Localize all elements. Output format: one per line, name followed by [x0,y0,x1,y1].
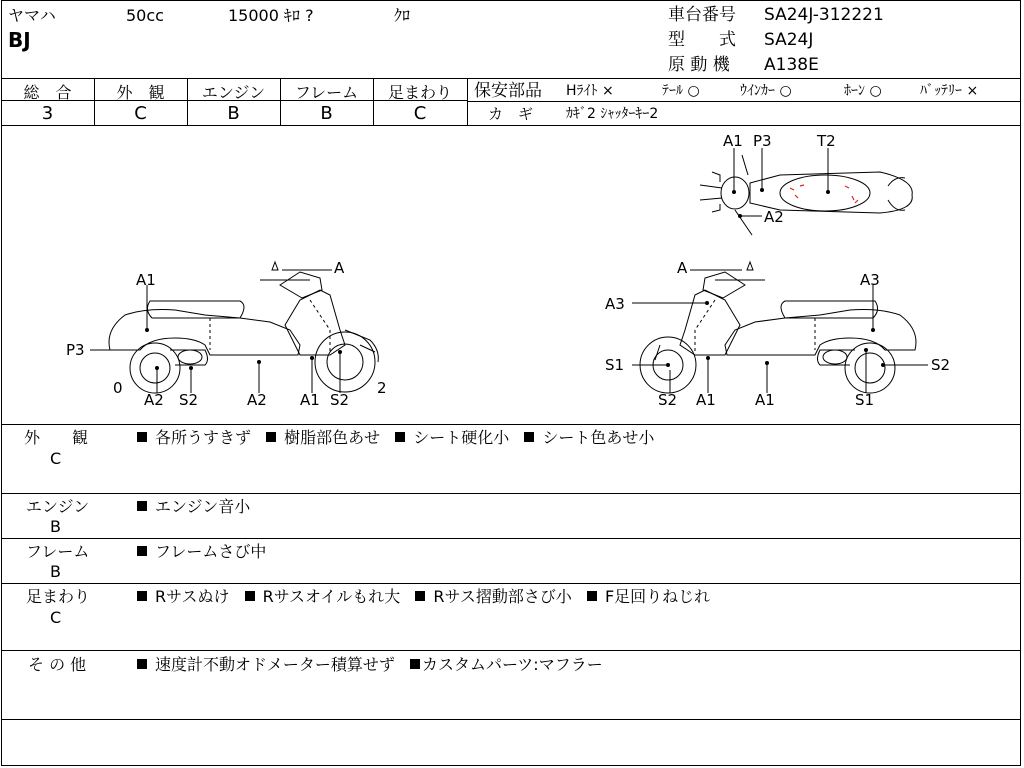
label-top-a1: A1 [723,132,743,150]
divider [1,424,1021,425]
divider [1,78,1021,79]
divider [1,650,1021,651]
note-item: エンジン音小 [155,497,251,516]
note-items-exterior [137,428,654,448]
note-category-exterior: 外 観 [24,428,89,447]
note-item: 各所うすきず [155,428,252,447]
overall-value: 3 [41,103,54,124]
note-item: 速度計不動オドメーター積算せず [155,655,395,674]
label-left-a2-1: A2 [144,391,164,409]
safety-parts-label: 保安部品 [474,81,542,101]
label-top-t2: T2 [817,132,836,150]
label-left-a: A [334,259,345,277]
label-left-s2-1: S2 [179,391,199,409]
color: ｸﾛ [394,6,411,25]
key-label: カ ギ [488,105,534,123]
divider [468,101,1021,102]
frame-value: B [320,103,333,124]
label-left-0: 0 [113,379,123,397]
note-category-suspension: 足まわり [26,587,91,606]
note-grade-suspension: C [50,608,62,627]
bullet-icon [245,591,255,601]
exterior-value: C [134,103,147,124]
note-item: カスタムパーツ:マフラー [421,655,603,674]
bullet-icon [137,659,147,669]
note-items-frame [137,542,266,562]
engine-model-label: 原 動 機 [668,55,730,75]
label-left-a2-2: A2 [247,391,267,409]
type-value: SA24J [764,30,814,50]
suspension-label: 足まわり [387,83,452,102]
overall-label: 総 合 [23,83,72,102]
label-right-s2-2: S2 [658,391,678,409]
label-left-a1-2: A1 [300,391,320,409]
frame-number-label: 車台番号 [668,5,736,25]
label-right-s2-1: S2 [931,356,951,374]
label-right-a1-1: A1 [696,391,716,409]
divider [1,493,1021,494]
divider [467,78,468,125]
label-left-a1: A1 [136,271,156,289]
note-item: 樹脂部色あせ [284,428,381,447]
headlight-status: Hﾗｲﾄ × [566,83,614,99]
engine-label: エンジン [201,83,266,102]
suspension-value: C [413,103,427,124]
type-label: 型 式 [668,30,736,50]
winker-status: ｳｲﾝｶｰ ○ [740,83,792,99]
divider [1,719,1021,720]
note-category-other: そ の 他 [28,655,87,674]
note-grade-frame: B [50,562,61,581]
top-view-scooter [700,155,912,235]
battery-status: ﾊﾞｯﾃﾘｰ × [920,83,979,99]
label-right-s1-2: S1 [855,391,875,409]
label-left-s2-2: S2 [330,391,350,409]
divider [1,538,1021,539]
bullet-icon [524,432,534,442]
label-right-a3-2: A3 [860,271,880,289]
bullet-icon [137,432,147,442]
label-right-a3-1: A3 [605,295,625,313]
taillight-status: ﾃｰﾙ ○ [662,83,700,99]
note-items-other [137,655,603,675]
note-category-frame: フレーム [26,542,90,561]
label-top-a2: A2 [764,208,784,226]
key-value: ｶｷﾞ2 ｼｬｯﾀｰｷｰ2 [566,106,659,122]
bullet-icon [266,432,276,442]
label-right-s1-1: S1 [605,356,625,374]
frame-number-value: SA24J-312221 [764,5,884,25]
exterior-label: 外 観 [116,83,165,102]
maker: ヤマハ [8,6,56,25]
note-grade-exterior: C [50,449,62,468]
note-item: シート色あせ小 [542,428,655,447]
bullet-icon [137,501,147,511]
note-item: Rサスオイルもれ大 [262,587,401,606]
bullet-icon [395,432,405,442]
bullet-icon [137,591,147,601]
divider [1,583,1021,584]
note-item: フレームさび中 [155,542,267,561]
bullet-icon [137,546,147,556]
label-left-2: 2 [377,379,387,397]
note-item: F足回りねじれ [604,587,711,606]
label-left-p3: P3 [66,341,85,359]
horn-status: ﾎｰﾝ ○ [844,83,882,99]
note-item: Rサス摺動部さび小 [433,587,572,606]
label-right-a: A [677,259,688,277]
bullet-icon [410,659,420,669]
engine-value: B [227,103,240,124]
mileage: 15000 ｷﾛ ? [228,6,314,25]
displacement: 50cc [126,6,164,25]
note-items-suspension [137,587,710,607]
damage-marks [790,185,858,203]
model-name: BJ [8,28,31,52]
engine-model-value: A138E [764,55,819,75]
bullet-icon [587,591,597,601]
label-right-a1-2: A1 [755,391,775,409]
note-items-engine [137,497,250,517]
frame-label: フレーム [294,83,359,102]
label-top-p3: P3 [753,132,772,150]
note-grade-engine: B [50,517,61,536]
bullet-icon [415,591,425,601]
note-category-engine: エンジン [26,497,90,516]
note-item: Rサスぬけ [155,587,230,606]
note-item: シート硬化小 [413,428,510,447]
